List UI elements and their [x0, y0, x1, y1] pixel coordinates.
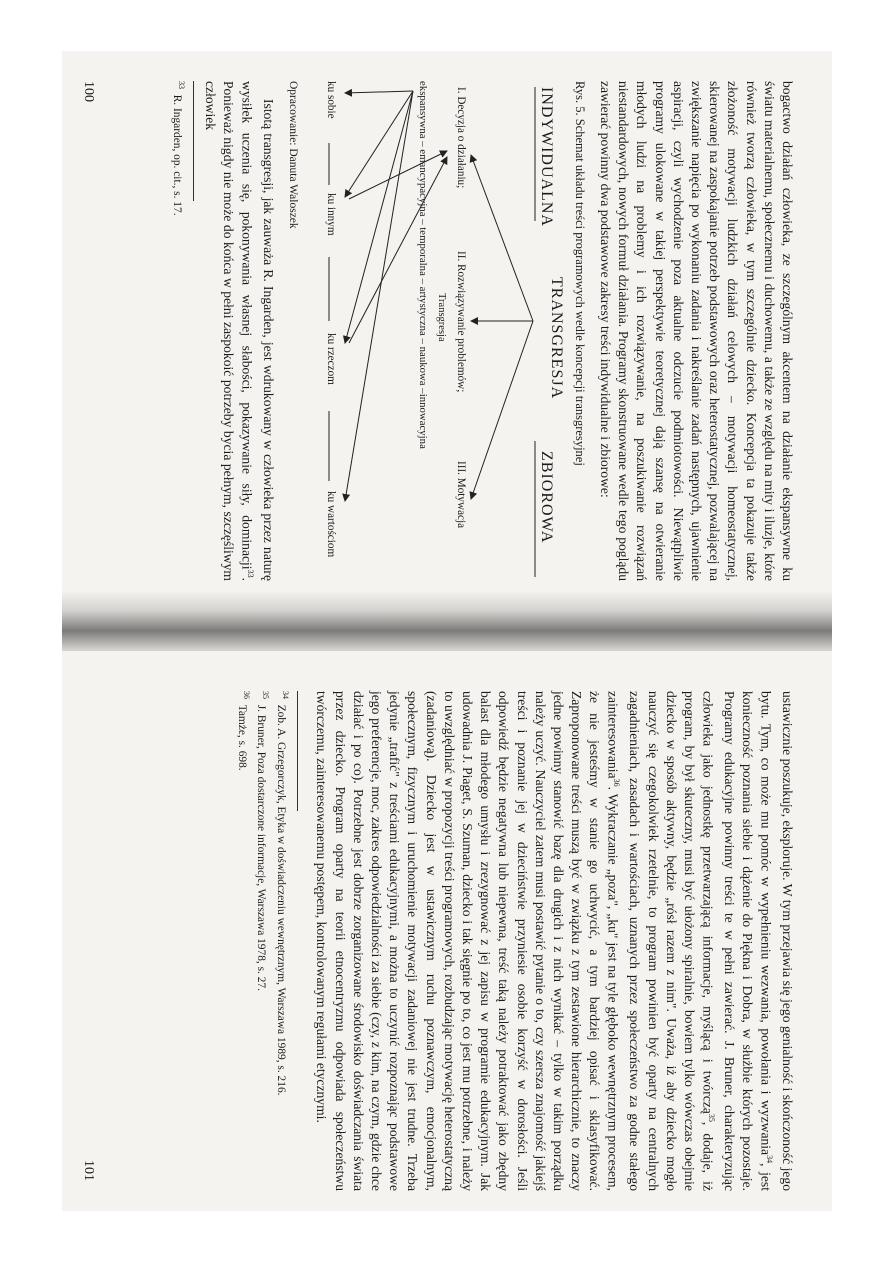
footnote-ref-35: 35	[706, 1113, 716, 1122]
right-text-a: ustawicznie poszukuje, eksploruje. W tym przejawia się jego genialność i skończoność jego bytu. Tym, co może mu pomóc w wypełnieniu wezwania, powołania i wyzwania	[758, 691, 795, 1191]
arrow-to-self	[345, 91, 413, 93]
diagram-left-branch: INDYWIDUALNA	[537, 87, 555, 227]
footnote-34-text: Zob. A. Grzegorczyk, Etyka w doświadczeniu wewnętrznym, Warszawa 1989, s. 216.	[275, 704, 288, 1096]
diagram-target-values: ku wartościom	[324, 491, 337, 558]
transgression-diagram	[305, 81, 567, 581]
diagram-target-self: ku sobie	[324, 81, 337, 119]
left-paragraph-2-text-b: . Ponieważ nigdy nie może do końca w pełni zaspokoić potrzeby bycia pełnym, szczęśliwym człowiek	[202, 81, 255, 581]
arrow-to-others	[345, 91, 413, 197]
arrow-others-to-decision	[349, 151, 447, 199]
arrow-to-things	[345, 91, 413, 343]
page-number-left: 100	[81, 81, 96, 102]
figure-credit: Opracowanie: Danuta Waloszek	[286, 81, 299, 229]
footnote-33	[170, 81, 190, 581]
arrow-to-decision	[471, 155, 533, 321]
figure-caption: Rys. 5. Schemat układu treści programowych wedle koncepcji transgresyjnej	[572, 81, 587, 466]
diagram-chain: ekspansywna – emancypacyjna – temporalna – artystyczna – naukowa –innowacyjna	[416, 81, 429, 449]
right-paragraph-1	[312, 691, 796, 1191]
left-paragraph-2	[200, 81, 276, 581]
right-page-text-block	[234, 691, 796, 1191]
footnote-rule-right	[297, 691, 298, 811]
left-paragraph-2-text-a: Istotą transgresji, jak zauważa R. Ingarden, jest wdrukowany w człowieka przez naturę wysiłek uczenia się, pokonywania własnej słabości, pokazywanie siły, dominacji	[239, 81, 276, 581]
footnote-rule	[193, 81, 194, 201]
footnote-33-text: R. Ingarden, op. cit., s. 17.	[171, 94, 184, 216]
right-text-b: , jest konieczność poznania siebie i dążenie do Piękna i Dobra, w służbie których pozostaje. Programy edukacyjne powinny treści te w pełni zawierać. J. Bruner, charakteryzując człowieka jako jednostkę przetwarzającą informacje, myślącą i twórczą	[700, 691, 774, 1191]
footnote-ref-33: 33	[245, 569, 255, 578]
arrow-things-to-decision	[349, 157, 447, 343]
footnote-36-number: 36	[241, 691, 251, 699]
right-page	[62, 651, 832, 1211]
footnote-ref-36: 36	[612, 778, 622, 787]
footnote-34-number: 34	[281, 691, 291, 699]
right-text-d: . Wykraczanie „poza", „ku" jest na tyle głęboko wewnętrznym procesem, że nie jesteśmy w stanie go uchwycić, a tym bardziej opisać i sklasyfikować. Zaproponowane treści muszą być w związku z tym zestawione hierarchicznie, to znaczy jedne powinny stanowić bazę dla drugich i z nich wynikać – tylko w takim porządku należy uczyć. Nauczyciel zatem musi postawić pytanie o to, czy szersza znajomość jakiejś treści i poznanie jej w dzieciństwie przyniesie osobie korzyść w dorosłości. Jeśli odpowiedź będzie negatywna lub niepewna, treść taką należy potraktować jako zbędny balast dla młodego umysłu i zrezygnować z jej zapisu w programie edukacyjnym. Jak udowadnia J. Piaget, S. Szuman, dziecko i tak sięgnie po to, co jest mu potrzebne, i należy to uwzględniać w propozycji treści programowych, rozbudzając motywację heterostatyczną (zadaniową). Dziecko jest w ustawicznym ruchu poznawczym, emocjonalnym, społecznym, fizycznym i uruchomienie motywacji zadaniowej nie jest trudne. Trzeba jedynie „trafić" z treściami edukacyjnymi, a można to uczynić rozpoznając podstawowe jego preferencje, moc, zakres odpowiedzialności za siebie (czy, z kim, na czym, gdzie chce działać i po co). Potrzebne jest dobrze zorganizowane środowisko doświadczania świata przez dziecko. Program oparty na teorii etnocentryzmu odpowiada społeczeństwu twórczemu, zainteresowanemu postępem, kontrolowanym regułami etycznymi.	[314, 691, 621, 1191]
right-text-c: , dodaje, iż program, by był skuteczny, musi być ułożony spiralnie, bowiem tylko wówczas obejmie dziecko w sposób aktywny, będzie „rósł razem z nim". Uważa, iż aby dziecko mogło nauczyć się czegokolwiek rzetelnie, to program powinien być oparty na centralnych zagadnieniach, zasadach i wartościach, uznanych przez społeczeństwo za godne stałego zainteresowania	[605, 691, 716, 1191]
footnote-33-number: 33	[177, 81, 187, 89]
left-page	[62, 51, 832, 611]
footnote-35	[254, 691, 274, 1191]
left-paragraph-1: bogactwo działań człowieka, ze szczególnym akcentem na działanie ekspansywne ku światu materialnemu, społecznemu i duchowemu, a także ze względu na mity i iluzje, które również tworzą człowieka, w tym szczególnie dziecko. Koncepcja ta pokazuje także złożoność motywacji ludzkich działań celowych – motywacji homeostatycznej, skierowanej na zaspokajanie potrzeb podstawowych oraz heterostatycznej, pozwalającej na zwiększanie napięcia po wykonaniu zadania i nakreślanie zadań następnych, ujawnienie aspiracji, czyli wychodzenie poza aktualne odczucie podmiotowości. Niewątpliwie programy ulokowane w takiej perspektywie teoretycznej dają szansę na otwieranie młodych ludzi na problemy i ich rozwiązywanie, na poszukiwanie rozwiązań niestandardowych, nowych formuł działania. Programy skonstruowane wedle tego poglądu zawierać powinny dwa podstawowe zakresy treści indywidualne i zbiorowe:	[597, 81, 795, 581]
arrow-to-values	[345, 91, 413, 501]
footnote-36-text: Tamże, s. 698.	[235, 704, 248, 771]
diagram-item-problem-solving: II. Rozwiązywanie problemów;	[454, 251, 467, 393]
left-page-text-block	[170, 81, 796, 581]
footnote-35-number: 35	[261, 691, 271, 699]
arrow-to-motivation	[471, 321, 533, 499]
footnote-ref-34: 34	[764, 1155, 774, 1164]
footnote-36	[234, 691, 254, 1191]
diagram-target-things: ku rzeczom	[324, 333, 337, 385]
rotated-spread	[62, 51, 832, 1211]
page-number-right: 101	[81, 1160, 96, 1181]
footnote-35-text: J. Bruner, Poza dostarczone informacje, Warszawa 1978, s. 27.	[255, 704, 268, 991]
diagram-right-branch: ZBIOROWA	[537, 451, 555, 544]
diagram-item-motivation: III. Motywacja	[454, 461, 467, 529]
diagram-item-decision: I. Decyzja o działaniu;	[454, 87, 467, 189]
footnote-34	[273, 691, 293, 1191]
diagram-title: TRANSGRESJA	[547, 277, 565, 400]
diagram-center-label: Transgresja	[435, 293, 447, 342]
diagram-target-others: ku innym	[324, 193, 337, 236]
